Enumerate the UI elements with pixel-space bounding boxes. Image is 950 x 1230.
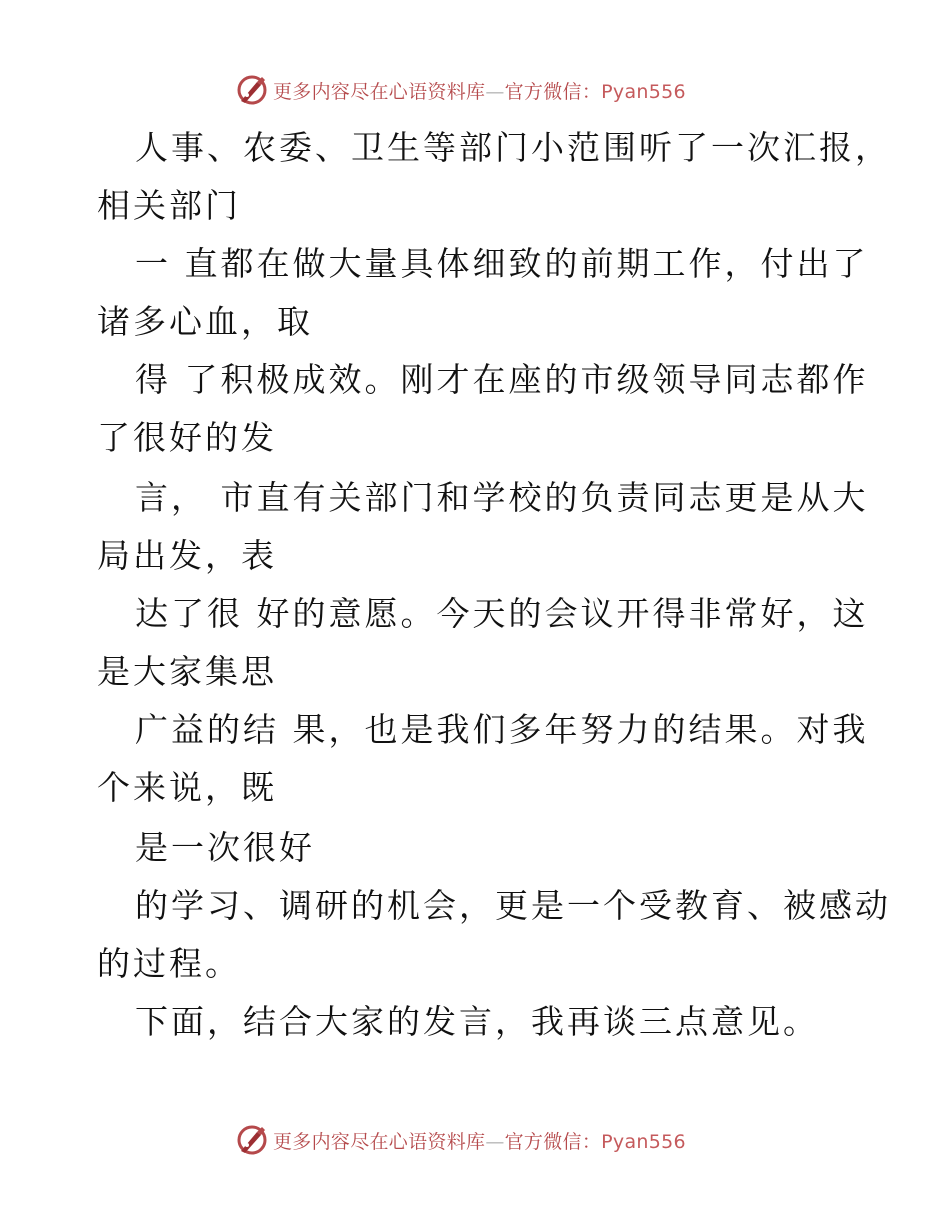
paragraph-line: 了很好的发	[97, 418, 277, 457]
pen-circle-logo-icon	[235, 1123, 269, 1157]
pen-circle-logo-icon	[235, 73, 269, 107]
watermark-secondary-text: 官方微信：	[504, 1130, 602, 1153]
paragraph-line: 下面，结合大家的发言，我再谈三点意见。	[135, 1002, 819, 1041]
paragraph-line: 广益的结 果，也是我们多年努力的结果。对我	[135, 710, 869, 749]
paragraph-line: 局出发，表	[97, 536, 277, 575]
paragraph-line: 是一次很好	[135, 828, 315, 867]
watermark-handle: Pyan556	[601, 1130, 686, 1153]
paragraph-line: 言， 市直有关部门和学校的负责同志更是从大	[135, 478, 869, 517]
paragraph-line: 个来说，既	[97, 768, 277, 807]
paragraph-line: 的学习、调研的机会，更是一个受教育、被感动	[135, 886, 891, 925]
watermark-separator: —	[485, 1130, 505, 1153]
watermark-main-text: 更多内容尽在心语资料库	[273, 80, 486, 103]
watermark-text	[273, 77, 686, 104]
paragraph-line: 是大家集思	[97, 652, 277, 691]
watermark-group	[235, 1122, 686, 1158]
watermark-separator: —	[485, 80, 505, 103]
paragraph-line: 诸多心血，取	[97, 302, 313, 341]
paragraph-line: 得 了积极成效。刚才在座的市级领导同志都作	[135, 360, 869, 399]
footer-watermark	[0, 1120, 950, 1160]
watermark-secondary-text: 官方微信：	[504, 80, 602, 103]
watermark-main-text: 更多内容尽在心语资料库	[273, 1130, 486, 1153]
watermark-handle: Pyan556	[601, 80, 686, 103]
paragraph-line: 的过程。	[97, 944, 241, 983]
watermark-text	[273, 1127, 686, 1154]
header-watermark	[0, 70, 950, 110]
paragraph-line: 达了很 好的意愿。今天的会议开得非常好，这	[135, 594, 869, 633]
paragraph-line: 一 直都在做大量具体细致的前期工作，付出了	[135, 244, 869, 283]
paragraph-line: 人事、农委、卫生等部门小范围听了一次汇报，	[135, 128, 891, 167]
paragraph-line: 相关部门	[97, 186, 241, 225]
watermark-group	[235, 72, 686, 108]
